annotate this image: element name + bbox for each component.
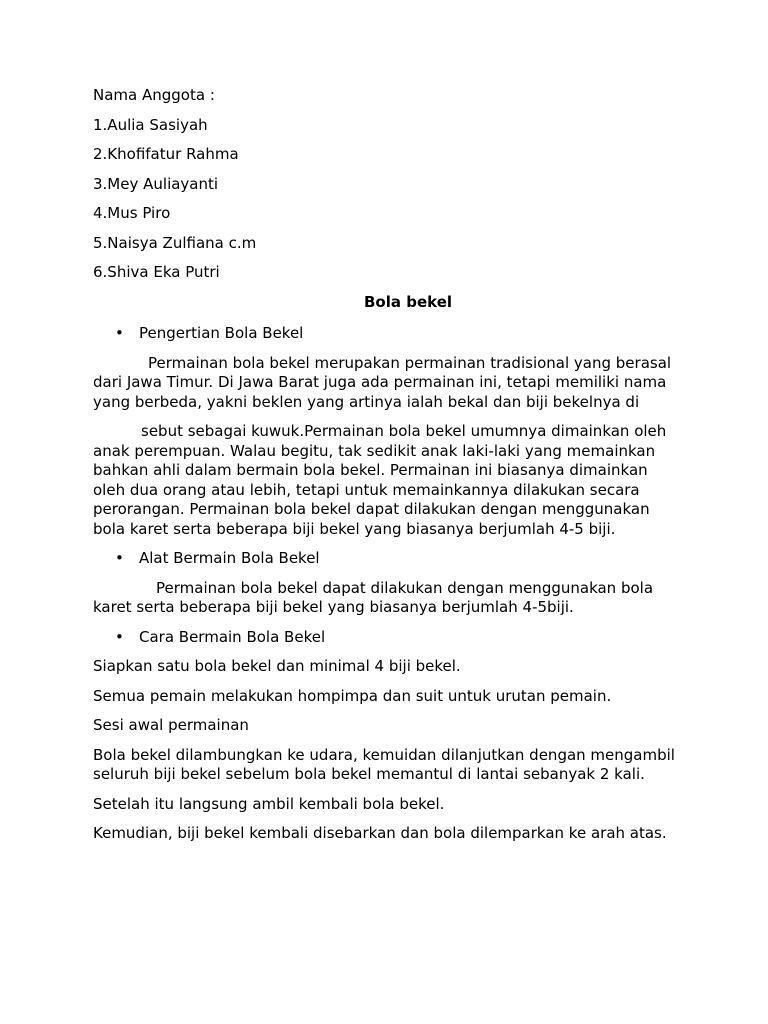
step-paragraph: Kemudian, biji bekel kembali disebarkan dan bola dilemparkan ke arah atas. bbox=[93, 824, 667, 842]
document-title: Bola bekel bbox=[363, 292, 453, 311]
member-item: 4.Mus Piro bbox=[93, 204, 171, 222]
section-heading-pengertian bbox=[93, 324, 683, 344]
step-paragraph: Sesi awal permainan bbox=[93, 716, 249, 734]
paragraph: sebut sebagai kuwuk.Permainan bola bekel umumnya dimainkan oleh anak perempuan. Walau begitu, tak sedikit anak laki-laki yang memainkan bahkan ahli dalam bermain bola bekel. Permainan ini biasanya dimainkan oleh dua orang atau lebih, tetapi untuk memainkannya dilakukan secara perorangan. Permainan bola bekel dapat dilakukan dengan menggunakan bola karet serta beberapa biji bekel yang biasanya berjumlah 4-5 biji. bbox=[93, 422, 667, 538]
section-heading-alat bbox=[93, 549, 683, 569]
step-paragraph: Siapkan satu bola bekel dan minimal 4 biji bekel. bbox=[93, 657, 461, 675]
bullet-icon: • bbox=[115, 324, 124, 342]
document-page bbox=[93, 86, 683, 854]
step-paragraph: Semua pemain melakukan hompimpa dan suit untuk urutan pemain. bbox=[93, 686, 612, 705]
step-paragraph: Bola bekel dilambungkan ke udara, kemuidan dilanjutkan dengan mengambil seluruh biji bekel sebelum bola bekel memantul di lantai sebanyak 2 kali. bbox=[93, 745, 675, 783]
member-item: 2.Khofifatur Rahma bbox=[93, 145, 239, 163]
bullet-icon: • bbox=[115, 627, 124, 646]
section-heading-label: Pengertian Bola Bekel bbox=[139, 324, 304, 342]
member-item: 5.Naisya Zulfiana c.m bbox=[93, 233, 257, 252]
paragraph: Permainan bola bekel merupakan permainan tradisional yang berasal dari Jawa Timur. Di Jawa Barat juga ada permainan ini, tetapi memiliki nama yang berbeda, yakni beklen yang artinya ialah bekal dan biji bekelnya di bbox=[93, 353, 672, 411]
member-item: 6.Shiva Eka Putri bbox=[93, 263, 220, 281]
section-heading-cara bbox=[93, 628, 683, 648]
step-paragraph: Setelah itu langsung ambil kembali bola bekel. bbox=[93, 794, 445, 813]
member-item: 1.Aulia Sasiyah bbox=[93, 115, 208, 134]
section-heading-label: Cara Bermain Bola Bekel bbox=[139, 627, 326, 646]
section-heading-label: Alat Bermain Bola Bekel bbox=[139, 549, 320, 567]
bullet-icon: • bbox=[115, 549, 124, 567]
member-item: 3.Mey Auliayanti bbox=[93, 174, 219, 193]
paragraph: Permainan bola bekel dapat dilakukan dengan menggunakan bola karet serta beberapa biji bekel yang biasanya berjumlah 4-5biji. bbox=[93, 578, 654, 616]
members-heading: Nama Anggota : bbox=[93, 86, 215, 104]
